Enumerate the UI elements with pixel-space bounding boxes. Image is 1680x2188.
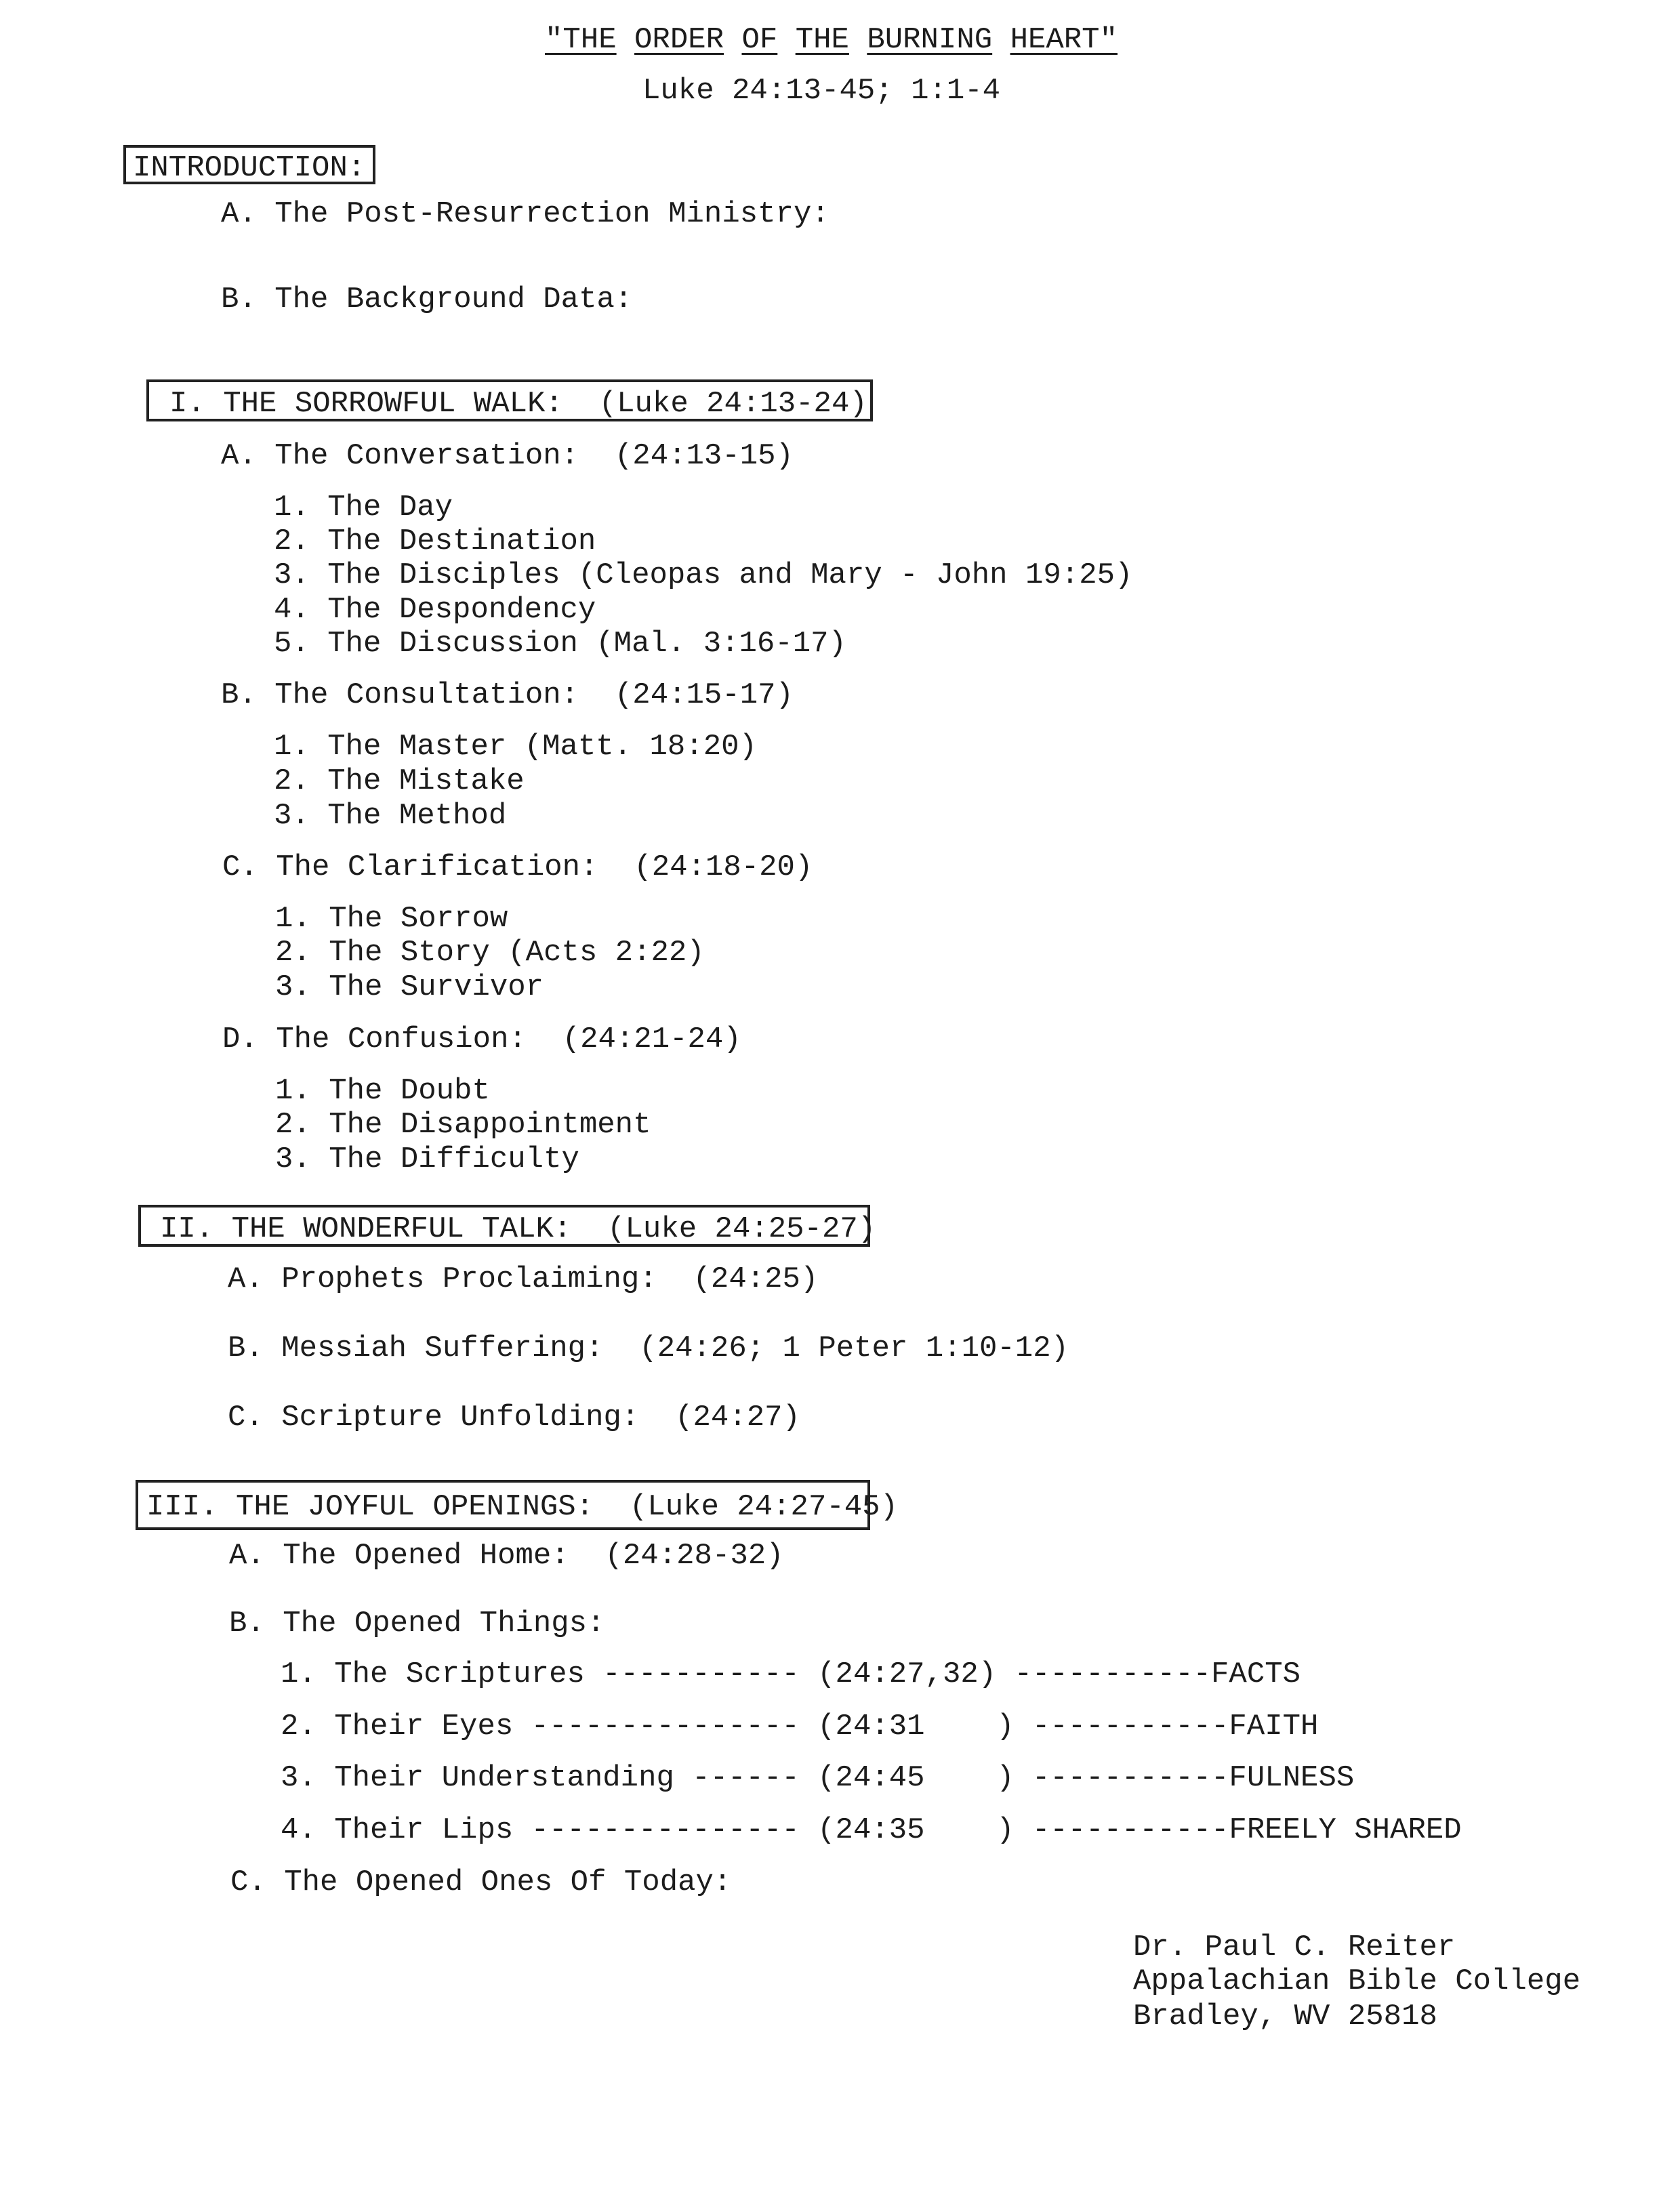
section3-b-label: B. The Opened Things: — [229, 1607, 605, 1640]
section3-heading-box — [136, 1480, 898, 1530]
document-title — [545, 25, 1118, 55]
section1-d-item-3: 3. The Difficulty — [275, 1142, 579, 1176]
section2-item-a: A. Prophets Proclaiming: (24:25) — [228, 1262, 819, 1296]
section1-heading: I. THE SORROWFUL WALK: (Luke 24:13-24) — [169, 387, 867, 421]
section1-d-item-1: 1. The Doubt — [275, 1074, 490, 1108]
section1-a-item-3: 3. The Disciples (Cleopas and Mary - John 19:25) — [274, 558, 1133, 592]
title-word-5: BURNING — [867, 23, 993, 57]
section1-b-item-2: 2. The Mistake — [274, 764, 525, 798]
section3-item-c: C. The Opened Ones Of Today: — [230, 1865, 732, 1899]
section1-c-item-1: 1. The Sorrow — [275, 902, 508, 936]
introduction-heading-box — [123, 145, 375, 184]
title-word-1: "THE — [545, 23, 617, 57]
section2-heading: II. THE WONDERFUL TALK: (Luke 24:25-27) — [160, 1212, 876, 1246]
intro-item-b: B. The Background Data: — [221, 283, 633, 316]
section1-a-item-4: 4. The Despondency — [274, 593, 596, 627]
title-word-2: ORDER — [634, 23, 724, 57]
section1-c-label: C. The Clarification: (24:18-20) — [222, 850, 813, 884]
section3-b-item-4: 4. Their Lips --------------- (24:35 ) -----------FREELY SHARED — [281, 1813, 1462, 1847]
section2-item-c: C. Scripture Unfolding: (24:27) — [228, 1401, 800, 1434]
author-name: Dr. Paul C. Reiter — [1133, 1931, 1456, 1964]
section1-c-item-2: 2. The Story (Acts 2:22) — [275, 936, 705, 970]
title-word-4: THE — [795, 23, 849, 57]
section2-heading-box — [138, 1205, 876, 1247]
section1-a-item-2: 2. The Destination — [274, 524, 596, 558]
author-institution: Appalachian Bible College — [1133, 1964, 1581, 1998]
section1-b-item-3: 3. The Method — [274, 799, 507, 833]
section1-a-item-1: 1. The Day — [274, 491, 453, 524]
title-word-6: HEART" — [1010, 23, 1118, 57]
section1-a-label: A. The Conversation: (24:13-15) — [221, 439, 794, 473]
section1-a-item-5: 5. The Discussion (Mal. 3:16-17) — [274, 627, 846, 661]
section1-heading-box — [146, 379, 873, 421]
section1-c-item-3: 3. The Survivor — [275, 970, 544, 1004]
section2-item-b: B. Messiah Suffering: (24:26; 1 Peter 1:10-12) — [228, 1332, 1069, 1365]
introduction-heading: INTRODUCTION: — [133, 151, 366, 185]
section1-b-label: B. The Consultation: (24:15-17) — [221, 678, 794, 712]
section3-b-item-1: 1. The Scriptures ----------- (24:27,32) -----------FACTS — [281, 1657, 1301, 1691]
section1-d-item-2: 2. The Disappointment — [275, 1108, 651, 1142]
section1-d-label: D. The Confusion: (24:21-24) — [222, 1023, 741, 1056]
section3-b-item-3: 3. Their Understanding ------ (24:45 ) -----------FULNESS — [281, 1761, 1355, 1795]
scripture-reference: Luke 24:13-45; 1:1-4 — [642, 74, 1001, 108]
author-location: Bradley, WV 25818 — [1133, 2000, 1437, 2034]
section3-item-a: A. The Opened Home: (24:28-32) — [229, 1539, 784, 1573]
section3-heading: III. THE JOYFUL OPENINGS: (Luke 24:27-45) — [146, 1490, 898, 1524]
section3-b-item-2: 2. Their Eyes --------------- (24:31 ) -----------FAITH — [281, 1710, 1319, 1743]
section1-b-item-1: 1. The Master (Matt. 18:20) — [274, 730, 757, 764]
intro-item-a: A. The Post-Resurrection Ministry: — [221, 197, 829, 231]
title-word-3: OF — [741, 23, 778, 57]
